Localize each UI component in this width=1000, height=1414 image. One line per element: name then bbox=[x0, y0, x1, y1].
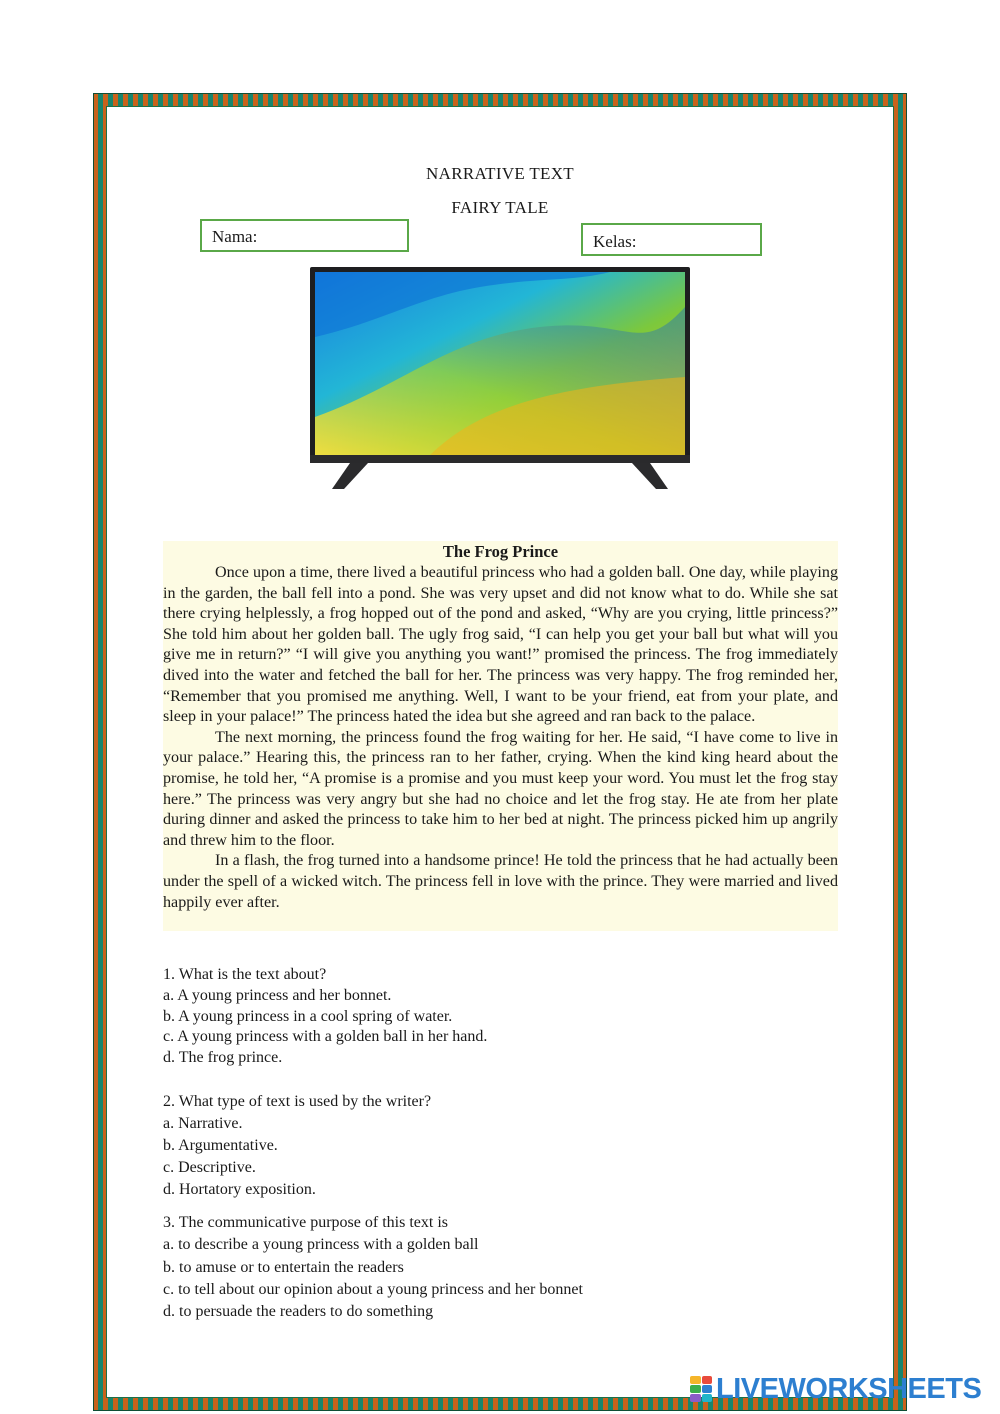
answer-option[interactable]: c. A young princess with a golden ball in her hand. bbox=[163, 1028, 488, 1046]
answer-option[interactable]: d. Hortatory exposition. bbox=[163, 1181, 316, 1198]
answer-option[interactable]: a. A young princess and her bonnet. bbox=[163, 986, 392, 1004]
story-paragraph: The next morning, the princess found the frog waiting for her. He said, “I have come to live in your palace.” Hearing this, the princess ran to her father, crying. When the kind king heard about the promise, he told her, “A promise is a promise and you must keep your word. You must let the frog stay here.” The princess was very angry but she had no choice and let the frog stay. He ate from her plate during dinner and asked the princess to take him to her bed at night. The princess picked him up angrily and threw him to the floor. bbox=[163, 728, 838, 849]
class-field-label: Kelas: bbox=[593, 232, 637, 251]
answer-option[interactable]: b. Argumentative. bbox=[163, 1137, 278, 1154]
liveworksheets-logo-icon bbox=[690, 1376, 712, 1402]
name-field[interactable] bbox=[200, 219, 409, 252]
answer-option[interactable]: c. to tell about our opinion about a young princess and her bonnet bbox=[163, 1280, 583, 1298]
question-text: 1. What is the text about? bbox=[163, 966, 327, 983]
class-field[interactable] bbox=[581, 223, 762, 256]
story-title: The Frog Prince bbox=[442, 542, 559, 561]
answer-option[interactable]: b. to amuse or to entertain the readers bbox=[163, 1258, 404, 1276]
question-2 bbox=[163, 1091, 431, 1201]
question-1 bbox=[163, 965, 487, 1069]
answer-option[interactable]: d. The frog prince. bbox=[163, 1049, 283, 1067]
brand-text: LIVEWORKSHEETS bbox=[716, 1372, 982, 1405]
answer-option[interactable]: a. Narrative. bbox=[163, 1115, 243, 1132]
question-3 bbox=[163, 1212, 583, 1323]
television-icon bbox=[310, 267, 690, 492]
page-title: NARRATIVE TEXT bbox=[426, 164, 574, 183]
story-paragraph: In a flash, the frog turned into a handsome prince! He told the princess that he had actually been under the spell of a wicked witch. The princess fell in love with the prince. They were married and lived happily ever after. bbox=[163, 852, 838, 911]
answer-option[interactable]: a. to describe a young princess with a golden ball bbox=[163, 1236, 479, 1254]
question-text: 2. What type of text is used by the writer? bbox=[163, 1093, 432, 1110]
liveworksheets-brand[interactable] bbox=[690, 1372, 981, 1406]
question-text: 3. The communicative purpose of this text is bbox=[163, 1214, 448, 1231]
answer-option[interactable]: b. A young princess in a cool spring of water. bbox=[163, 1007, 453, 1025]
story-passage bbox=[163, 541, 838, 931]
page-subtitle: FAIRY TALE bbox=[451, 198, 549, 217]
story-paragraph: Once upon a time, there lived a beautiful princess who had a golden ball. One day, while playing in the garden, the ball fell into a pond. She was very upset and did not know what to do. While she sat there crying helplessly, a frog hopped out of the pond and asked, “Why are you crying, little princess?” She told him about her golden ball. The ugly frog said, “I can help you get your ball but what will you give me in return?” “I will give you anything you want!” promised the princess. The frog immediately dived into the water and fetched the ball for her. The princess was very happy. The frog reminded her, “Remember that you promised me anything. Well, I want to be your friend, eat from your plate, and sleep in your palace!” The princess hated the idea but she agreed and ran back to the palace. bbox=[163, 564, 838, 726]
answer-option[interactable]: c. Descriptive. bbox=[163, 1159, 256, 1176]
answer-option[interactable]: d. to persuade the readers to do something bbox=[163, 1303, 434, 1321]
name-field-label: Nama: bbox=[212, 227, 258, 246]
